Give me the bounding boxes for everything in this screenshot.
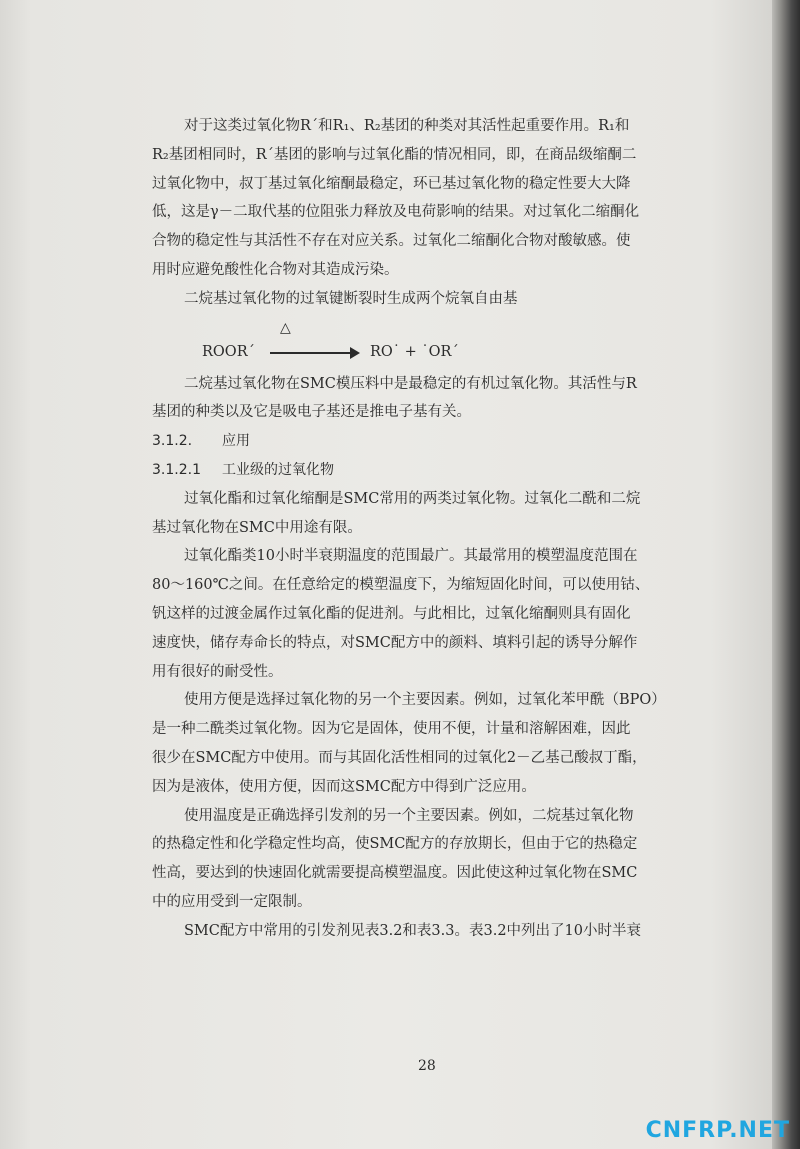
section-heading-3-1-2-1 xyxy=(152,456,708,485)
reaction-reactant: ROOR´ xyxy=(202,343,255,360)
text-line: 是一种二酰类过氧化物。因为它是固体，使用不便，计量和溶解困难，因此 xyxy=(152,721,631,738)
book-spine-shadow xyxy=(772,0,800,1149)
text-line: 使用方便是选择过氧化物的另一个主要因素。例如，过氧化苯甲酰（BPO） xyxy=(184,692,666,709)
text-line: 过氧化酯类10小时半衰期温度的范围最广。其最常用的模塑温度范围在 xyxy=(184,548,638,565)
section-title: 工业级的过氧化物 xyxy=(222,461,334,478)
paragraph-block-2 xyxy=(152,370,708,428)
text-line: 过氧化物中，叔丁基过氧化缩酮最稳定，环已基过氧化物的稳定性要大大降 xyxy=(152,175,631,192)
text-line: 二烷基过氧化物在SMC模压料中是最稳定的有机过氧化物。其活性与R xyxy=(184,375,637,392)
reaction-equation xyxy=(152,314,708,370)
section-number: 3.1.2. xyxy=(152,433,193,450)
text-line: 中的应用受到一定限制。 xyxy=(152,893,312,910)
text-line: 合物的稳定性与其活性不存在对应关系。过氧化二缩酮化合物对酸敏感。使 xyxy=(152,233,631,250)
text-line: R₂基团相同时，R´基团的影响与过氧化酯的情况相同，即，在商品级缩酮二 xyxy=(152,146,637,163)
text-line: 因为是液体，使用方便，因而这SMC配方中得到广泛应用。 xyxy=(152,778,536,795)
text-line: 80～160℃之间。在任意给定的模塑温度下，为缩短固化时间，可以使用钴、 xyxy=(152,577,650,594)
page-number: 28 xyxy=(418,1058,436,1074)
reaction-products: RO˙ + ˙OR´ xyxy=(370,343,459,360)
text-line: SMC配方中常用的引发剂见表3.2和表3.3。表3.2中列出了10小时半衰 xyxy=(184,922,642,939)
text-line: 很少在SMC配方中使用。而与其固化活性相同的过氧化2－乙基己酸叔丁酯， xyxy=(152,749,647,766)
text-line: 二烷基过氧化物的过氧键断裂时生成两个烷氧自由基 xyxy=(184,290,518,307)
section-heading-3-1-2 xyxy=(152,427,708,456)
text-line: 基过氧化物在SMC中用途有限。 xyxy=(152,519,362,536)
text-line: 对于这类过氧化物R´和R₁、R₂基团的种类对其活性起重要作用。R₁和 xyxy=(184,118,630,134)
text-line: 使用温度是正确选择引发剂的另一个主要因素。例如，二烷基过氧化物 xyxy=(184,807,634,824)
section-title: 应用 xyxy=(222,433,250,450)
paragraph-block-1 xyxy=(152,112,708,314)
watermark-logo: CNFRP.NET xyxy=(645,1118,790,1143)
text-line: 用有很好的耐受性。 xyxy=(152,663,283,680)
text-line: 性高，要达到的快速固化就需要提高模塑温度。因此使这种过氧化物在SMC xyxy=(152,865,638,882)
text-line: 过氧化酯和过氧化缩酮是SMC常用的两类过氧化物。过氧化二酰和二烷 xyxy=(184,490,641,507)
text-line: 低，这是γ－二取代基的位阻张力释放及电荷影响的结果。对过氧化二缩酮化 xyxy=(152,204,640,221)
text-line: 速度快，储存寿命长的特点，对SMC配方中的颜料、填料引起的诱导分解作 xyxy=(152,634,638,651)
body-text xyxy=(152,112,708,946)
section-number: 3.1.2.1 xyxy=(152,461,201,478)
paragraph-block-3 xyxy=(152,485,708,946)
text-line: 基团的种类以及它是吸电子基还是推电子基有关。 xyxy=(152,404,471,421)
reaction-condition: △ xyxy=(280,319,291,336)
reaction-arrow xyxy=(270,352,352,354)
text-line: 用时应避免酸性化合物对其造成污染。 xyxy=(152,261,399,278)
text-line: 的热稳定性和化学稳定性均高，使SMC配方的存放期长，但由于它的热稳定 xyxy=(152,836,638,853)
text-line: 钒这样的过渡金属作过氧化酯的促进剂。与此相比，过氧化缩酮则具有固化 xyxy=(152,605,631,622)
